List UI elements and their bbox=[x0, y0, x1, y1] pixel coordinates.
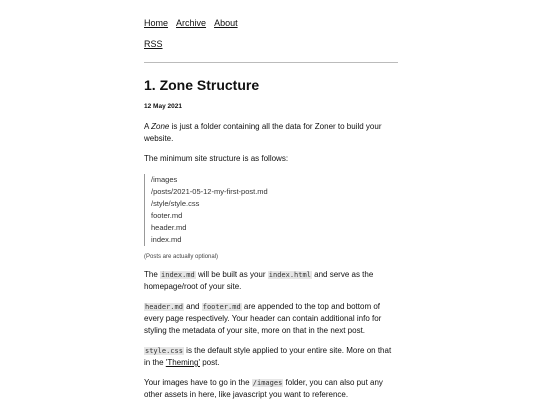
inline-code: style.css bbox=[145, 347, 183, 355]
inline-code: index.html bbox=[268, 271, 311, 279]
theming-link[interactable]: 'Theming' bbox=[165, 358, 200, 367]
inline-code: index.md bbox=[161, 271, 195, 279]
inline-code: footer.md bbox=[202, 303, 241, 311]
header-divider bbox=[144, 62, 398, 63]
zone-emphasis: Zone bbox=[151, 122, 170, 131]
nav-about-link[interactable]: About bbox=[214, 18, 238, 28]
nav-rss-link[interactable]: RSS bbox=[144, 39, 163, 49]
images-paragraph: Your images have to go in the /images folder, you can also put any other assets in here, like javascript you want to reference. bbox=[144, 378, 383, 399]
intro-paragraph: A Zone is just a folder containing all the data for Zoner to build your website. bbox=[144, 122, 382, 143]
inline-code: header.md bbox=[145, 303, 183, 311]
main-nav bbox=[144, 18, 398, 29]
structure-line: header.md bbox=[151, 223, 187, 232]
index-paragraph: The index.md will be built as your index.html and serve as the homepage/root of your site. bbox=[144, 270, 374, 291]
header-footer-paragraph: header.md and footer.md are appended to the top and bottom of every page respectively. Your header can contain additional info for styling the metadata of your site, more on that in the next post. bbox=[144, 302, 382, 335]
post-date: 12 May 2021 bbox=[144, 103, 182, 110]
nav-home-link[interactable]: Home bbox=[144, 18, 169, 28]
structure-line: /images bbox=[151, 175, 178, 184]
structure-line: index.md bbox=[151, 235, 182, 244]
style-paragraph: style.css is the default style applied to your entire site. More on that in the 'Theming' post. bbox=[144, 346, 392, 367]
page-content bbox=[144, 0, 398, 401]
rss-nav bbox=[144, 39, 398, 50]
posts-optional-note: (Posts are actually optional) bbox=[144, 254, 219, 260]
inline-code: /images bbox=[252, 379, 283, 387]
nav-archive-link[interactable]: Archive bbox=[176, 18, 207, 28]
structure-line: /style/style.css bbox=[151, 199, 200, 208]
structure-block bbox=[144, 174, 398, 246]
post-title: 1. Zone Structure bbox=[144, 77, 260, 93]
structure-line: /posts/2021-05-12-my-first-post.md bbox=[151, 187, 268, 196]
min-structure-text: The minimum site structure is as follows: bbox=[144, 154, 289, 163]
structure-line: footer.md bbox=[151, 211, 183, 220]
